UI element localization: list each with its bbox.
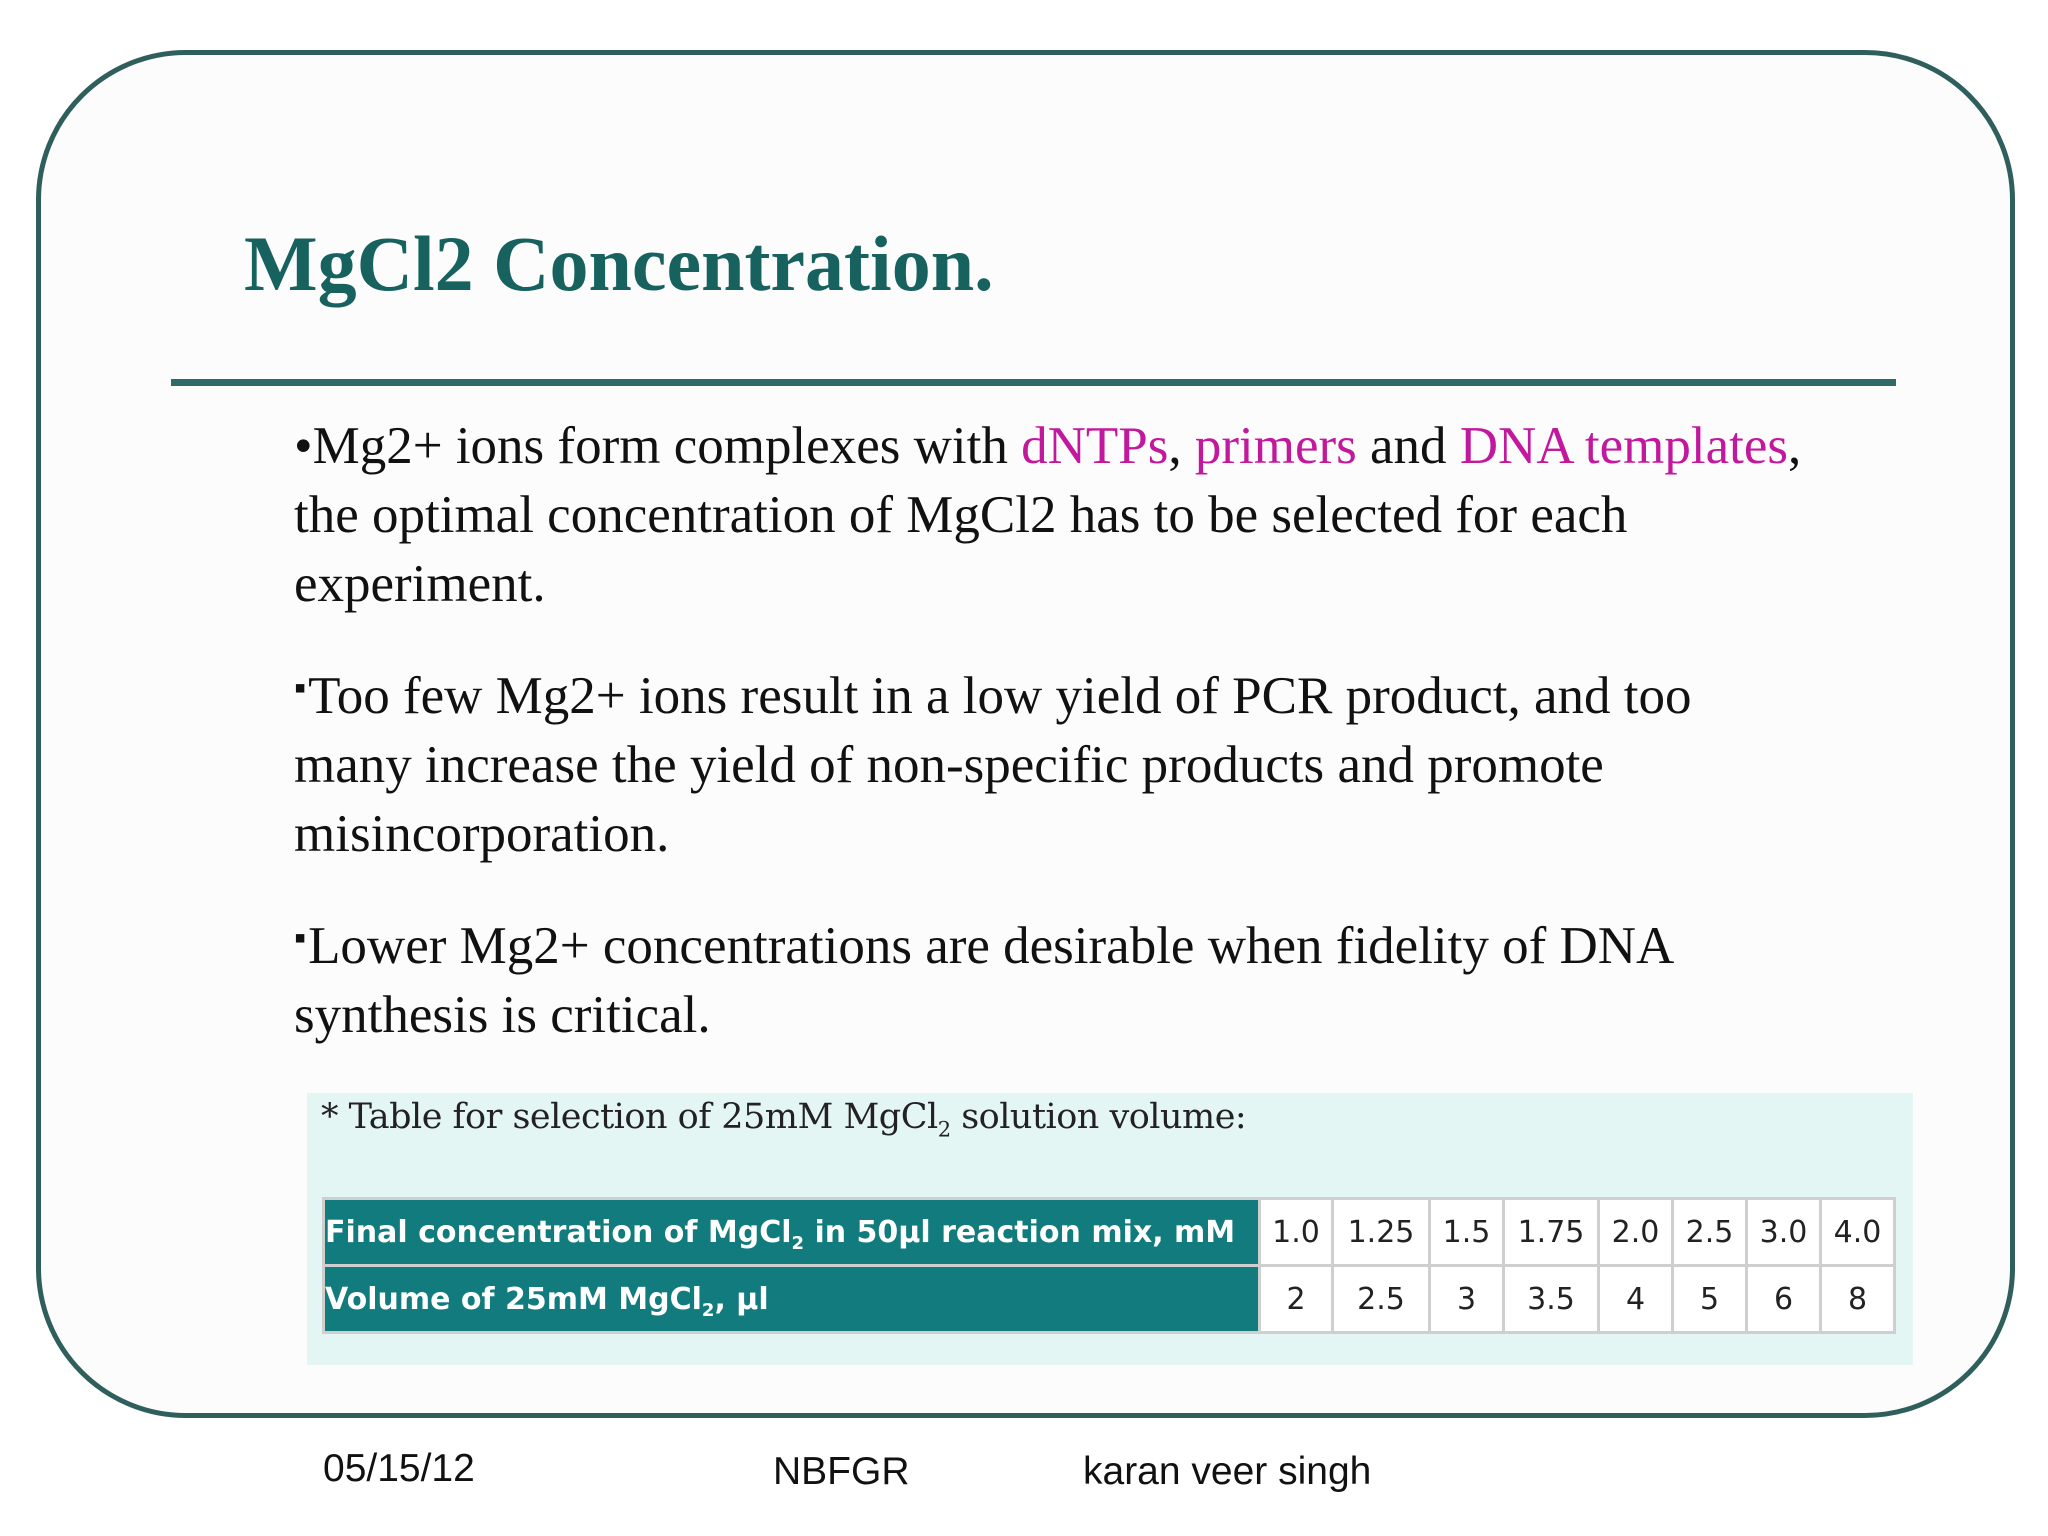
- bullet-list: [294, 412, 1934, 1085]
- table-cell: 2: [1260, 1266, 1333, 1333]
- table-cell: 1.0: [1260, 1199, 1333, 1266]
- caption-text: solution volume:: [950, 1097, 1247, 1137]
- footer-author: karan veer singh: [1083, 1450, 1372, 1493]
- header-subscript: 2: [791, 1232, 805, 1254]
- table-cell: 6: [1747, 1266, 1821, 1333]
- highlight-primers: primers: [1194, 417, 1357, 475]
- bullet-text: ,: [1168, 417, 1195, 475]
- table-cell: 3: [1430, 1266, 1504, 1333]
- footer-date: 05/15/12: [323, 1447, 475, 1490]
- bullet-text: and: [1356, 417, 1460, 475]
- table-cell: 5: [1673, 1266, 1747, 1333]
- bullet-line: [294, 904, 1934, 981]
- mgcl2-table-panel: [307, 1093, 1913, 1365]
- bullet-line: experiment.: [294, 555, 546, 613]
- title-divider: [171, 379, 1896, 386]
- slide-title: MgCl2 Concentration.: [244, 220, 994, 307]
- bullet-mg-complexes: [294, 412, 1934, 619]
- table-cell: 1.5: [1430, 1199, 1504, 1266]
- bullet-line: misincorporation.: [294, 805, 670, 863]
- bullet-line: synthesis is critical.: [294, 986, 711, 1044]
- row-header-volume: [324, 1266, 1260, 1333]
- table-cell: 8: [1821, 1266, 1895, 1333]
- bullet-dot: •: [294, 417, 313, 475]
- table-cell: 3.0: [1747, 1199, 1821, 1266]
- header-text: Volume of 25mM MgCl: [325, 1281, 702, 1317]
- row-header-concentration: [324, 1199, 1260, 1266]
- table-row-concentration: [324, 1199, 1895, 1266]
- table-cell: 4.0: [1821, 1199, 1895, 1266]
- square-bullet-icon: ▪: [294, 920, 307, 957]
- table-cell: 2.5: [1333, 1266, 1430, 1333]
- header-text: in 50µl reaction mix, mM: [804, 1214, 1236, 1250]
- bullet-text: Lower Mg2+ concentrations are desirable when fidelity of DNA: [308, 917, 1675, 975]
- highlight-dntps: dNTPs: [1021, 417, 1169, 475]
- square-bullet-icon: ▪: [294, 670, 307, 707]
- table-cell: 3.5: [1504, 1266, 1599, 1333]
- table-cell: 4: [1599, 1266, 1673, 1333]
- caption-subscript: 2: [937, 1117, 951, 1142]
- table-cell: 1.75: [1504, 1199, 1599, 1266]
- bullet-line: [294, 654, 1934, 731]
- footer-organization: NBFGR: [773, 1450, 910, 1493]
- bullet-text: Too few Mg2+ ions result in a low yield of PCR product, and too: [308, 667, 1692, 725]
- bullet-too-few-ions: [294, 654, 1934, 869]
- table-cell: 2.5: [1673, 1199, 1747, 1266]
- table-cell: 2.0: [1599, 1199, 1673, 1266]
- bullet-line: [294, 412, 1934, 481]
- caption-text: * Table for selection of 25mM MgCl: [321, 1097, 938, 1137]
- header-text: Final concentration of MgCl: [325, 1214, 792, 1250]
- table-caption: [321, 1097, 1247, 1142]
- header-text: , µl: [714, 1281, 769, 1317]
- bullet-text: ,: [1788, 417, 1802, 475]
- bullet-lower-concentrations: [294, 904, 1934, 1050]
- table-cell: 1.25: [1333, 1199, 1430, 1266]
- mgcl2-volume-table: [322, 1197, 1896, 1334]
- highlight-dna-templates: DNA templates: [1459, 417, 1789, 475]
- header-subscript: 2: [701, 1299, 715, 1321]
- bullet-text: Mg2+ ions form complexes with: [312, 417, 1022, 475]
- bullet-line: many increase the yield of non-specific products and promote: [294, 736, 1604, 794]
- table-row-volume: [324, 1266, 1895, 1333]
- bullet-line: the optimal concentration of MgCl2 has to be selected for each: [294, 486, 1628, 544]
